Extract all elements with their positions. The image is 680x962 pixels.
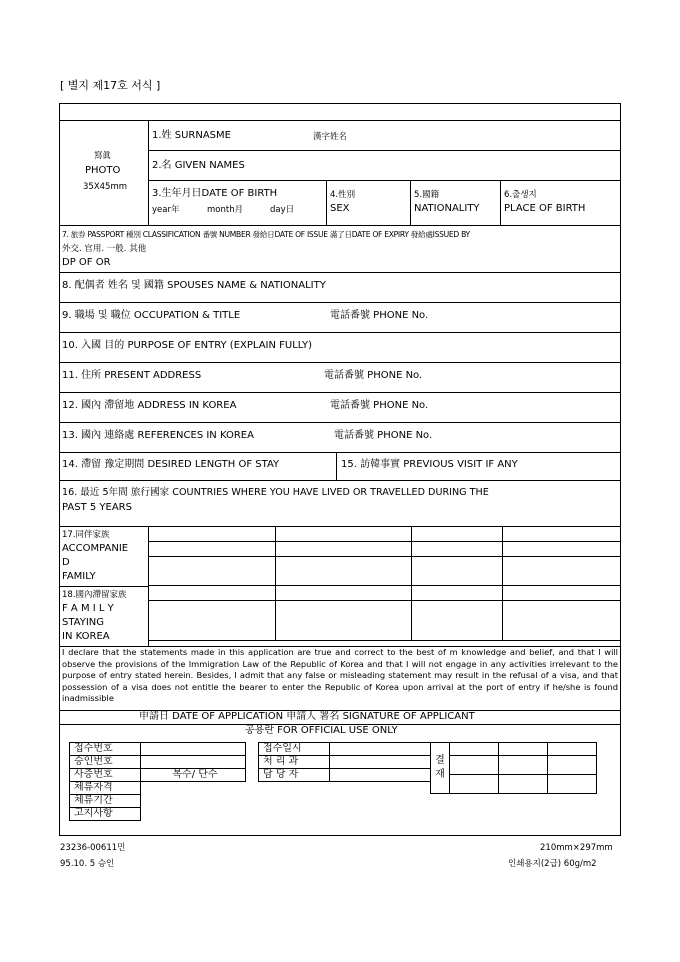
sex-label: 4.性別 (330, 190, 356, 200)
phone-field-13[interactable]: 電話番號 PHONE No. (334, 430, 433, 441)
approval-date: 95.10. 5 승인 (60, 859, 115, 869)
table-row (149, 601, 621, 641)
staying-family-label: F A M I L Y (62, 603, 114, 614)
accompanied-family-label-cjk: 17.同伴家族 (62, 530, 110, 540)
application-signature-line[interactable]: 申請日 DATE OF APPLICATION 申請人 署名 SIGNATURE OF APPLICANT (139, 711, 475, 722)
given-names-field[interactable]: 2.名 GIVEN NAMES (152, 160, 245, 171)
official-use-title: 공용란 FOR OFFICIAL USE ONLY (245, 725, 398, 736)
table-cell: 접수번호 (70, 743, 141, 756)
table-row (431, 775, 597, 794)
table-row (259, 769, 431, 782)
official-left-table (69, 742, 246, 821)
approval-table (430, 742, 597, 794)
previous-visit-field[interactable]: 15. 訪韓事實 PREVIOUS VISIT IF ANY (341, 459, 518, 470)
photo-label: PHOTO (85, 165, 121, 176)
staying-family-label-3: IN KOREA (62, 631, 110, 642)
form-code: 23236-00611민 (60, 843, 126, 853)
table-row (70, 782, 246, 795)
form-title: [ 별지 제17호 서식 ] (60, 79, 161, 92)
table-cell: 체류기간 (70, 795, 141, 808)
visa-type-cell[interactable]: 복수/ 단수 (141, 769, 246, 782)
table-row (70, 743, 246, 756)
photo-size: 35X45mm (83, 182, 128, 192)
table-cell: 접수일시 (259, 743, 330, 756)
address-field[interactable]: 11. 住所 PRESENT ADDRESS (62, 370, 202, 381)
countries-field[interactable]: 16. 最近 5年間 旅行國家 COUNTRIES WHERE YOU HAVE LIVED OR TRAVELLED DURING THE (62, 487, 489, 498)
table-cell: 고지사항 (70, 808, 141, 821)
birthplace-label: 6.출생지 (504, 190, 537, 200)
table-row (70, 769, 246, 782)
phone-field-12[interactable]: 電話番號 PHONE No. (330, 400, 429, 411)
spouse-field[interactable]: 8. 配偶者 姓名 및 國籍 SPOUSES NAME & NATIONALITY (62, 280, 326, 291)
official-right-table (258, 742, 431, 782)
declaration-text: I declare that the statements made in this application are true and correct to the best of m knowledge and belief, and that I will observe the provisions of the Immigration Law of the Republic of Korea and that I will not engage in any activities irrelevant to the purpose of entry stated herein. Besides, I admit that any false or misleading statement may result in the refusal of a visa, and that possession of a visa does not entitle the bearer to enter the Republic of Korea upon arrival at the port of entry if he/she is found inadmissible (62, 647, 618, 704)
phone-field-11[interactable]: 電話番號 PHONE No. (324, 370, 423, 381)
table-row (70, 795, 246, 808)
table-row (431, 756, 597, 775)
accompanied-family-label-3: FAMILY (62, 571, 96, 582)
phone-field-9[interactable]: 電話番號 PHONE No. (330, 310, 429, 321)
table-row (431, 743, 597, 756)
paper-size: 210mm×297mm (540, 843, 613, 853)
table-cell: 처 리 과 (259, 756, 330, 769)
nationality-label: 5.國籍 (414, 190, 440, 200)
table-row (149, 586, 621, 601)
passport-classes-en: DP OF OR (62, 257, 111, 268)
table-row (149, 542, 621, 557)
surname-hanja-label: 漢字姓名 (313, 132, 348, 142)
passport-field[interactable]: 7. 旅券 PASSPORT 種別 CLASSIFICATION 番號 NUMBER 發給日DATE OF ISSUE 滿了日DATE OF EXPIRY 發給處ISSUED BY (62, 230, 470, 239)
table-row (70, 756, 246, 769)
length-of-stay-field[interactable]: 14. 滯留 豫定期間 DESIRED LENGTH OF STAY (62, 459, 280, 470)
references-field[interactable]: 13. 國內 連絡處 REFERENCES IN KOREA (62, 430, 254, 441)
table-row (70, 808, 246, 821)
table-cell: 담 당 자 (259, 769, 330, 782)
staying-family-label-2: STAYING (62, 617, 105, 628)
table-row (149, 557, 621, 586)
countries-field-cont: PAST 5 YEARS (62, 502, 132, 513)
accompanied-family-table (148, 526, 621, 641)
sex-field[interactable]: SEX (330, 203, 350, 214)
table-cell: 승인번호 (70, 756, 141, 769)
table-cell: 사증번호 (70, 769, 141, 782)
staying-family-label-cjk: 18.國內滯留家族 (62, 590, 127, 600)
dob-month: month月 (207, 205, 244, 215)
dob-field[interactable]: 3.生年月日DATE OF BIRTH (152, 188, 278, 199)
accompanied-family-label-2: D (62, 557, 70, 568)
korea-address-field[interactable]: 12. 國內 滯留地 ADDRESS IN KOREA (62, 400, 237, 411)
birthplace-field[interactable]: PLACE OF BIRTH (504, 203, 586, 214)
table-row (149, 527, 621, 542)
dob-day: day日 (270, 205, 295, 215)
photo-label-cjk: 寫眞 (94, 151, 112, 161)
passport-classes-cjk: 外交. 官用. 一般. 其他 (62, 244, 147, 254)
nationality-field[interactable]: NATIONALITY (414, 203, 480, 214)
surname-field[interactable]: 1.姓 SURNASME (152, 130, 231, 141)
table-cell: 체류자격 (70, 782, 141, 795)
purpose-field[interactable]: 10. 入國 目的 PURPOSE OF ENTRY (EXPLAIN FULLY) (62, 340, 313, 351)
paper-spec: 인쇄용지(2급) 60g/m2 (508, 859, 597, 869)
approval-label: 결 재 (431, 743, 450, 794)
table-row (259, 743, 431, 756)
occupation-field[interactable]: 9. 職場 및 職位 OCCUPATION & TITLE (62, 310, 241, 321)
accompanied-family-label: ACCOMPANIE (62, 543, 129, 554)
dob-year: year年 (152, 205, 180, 215)
table-row (259, 756, 431, 769)
